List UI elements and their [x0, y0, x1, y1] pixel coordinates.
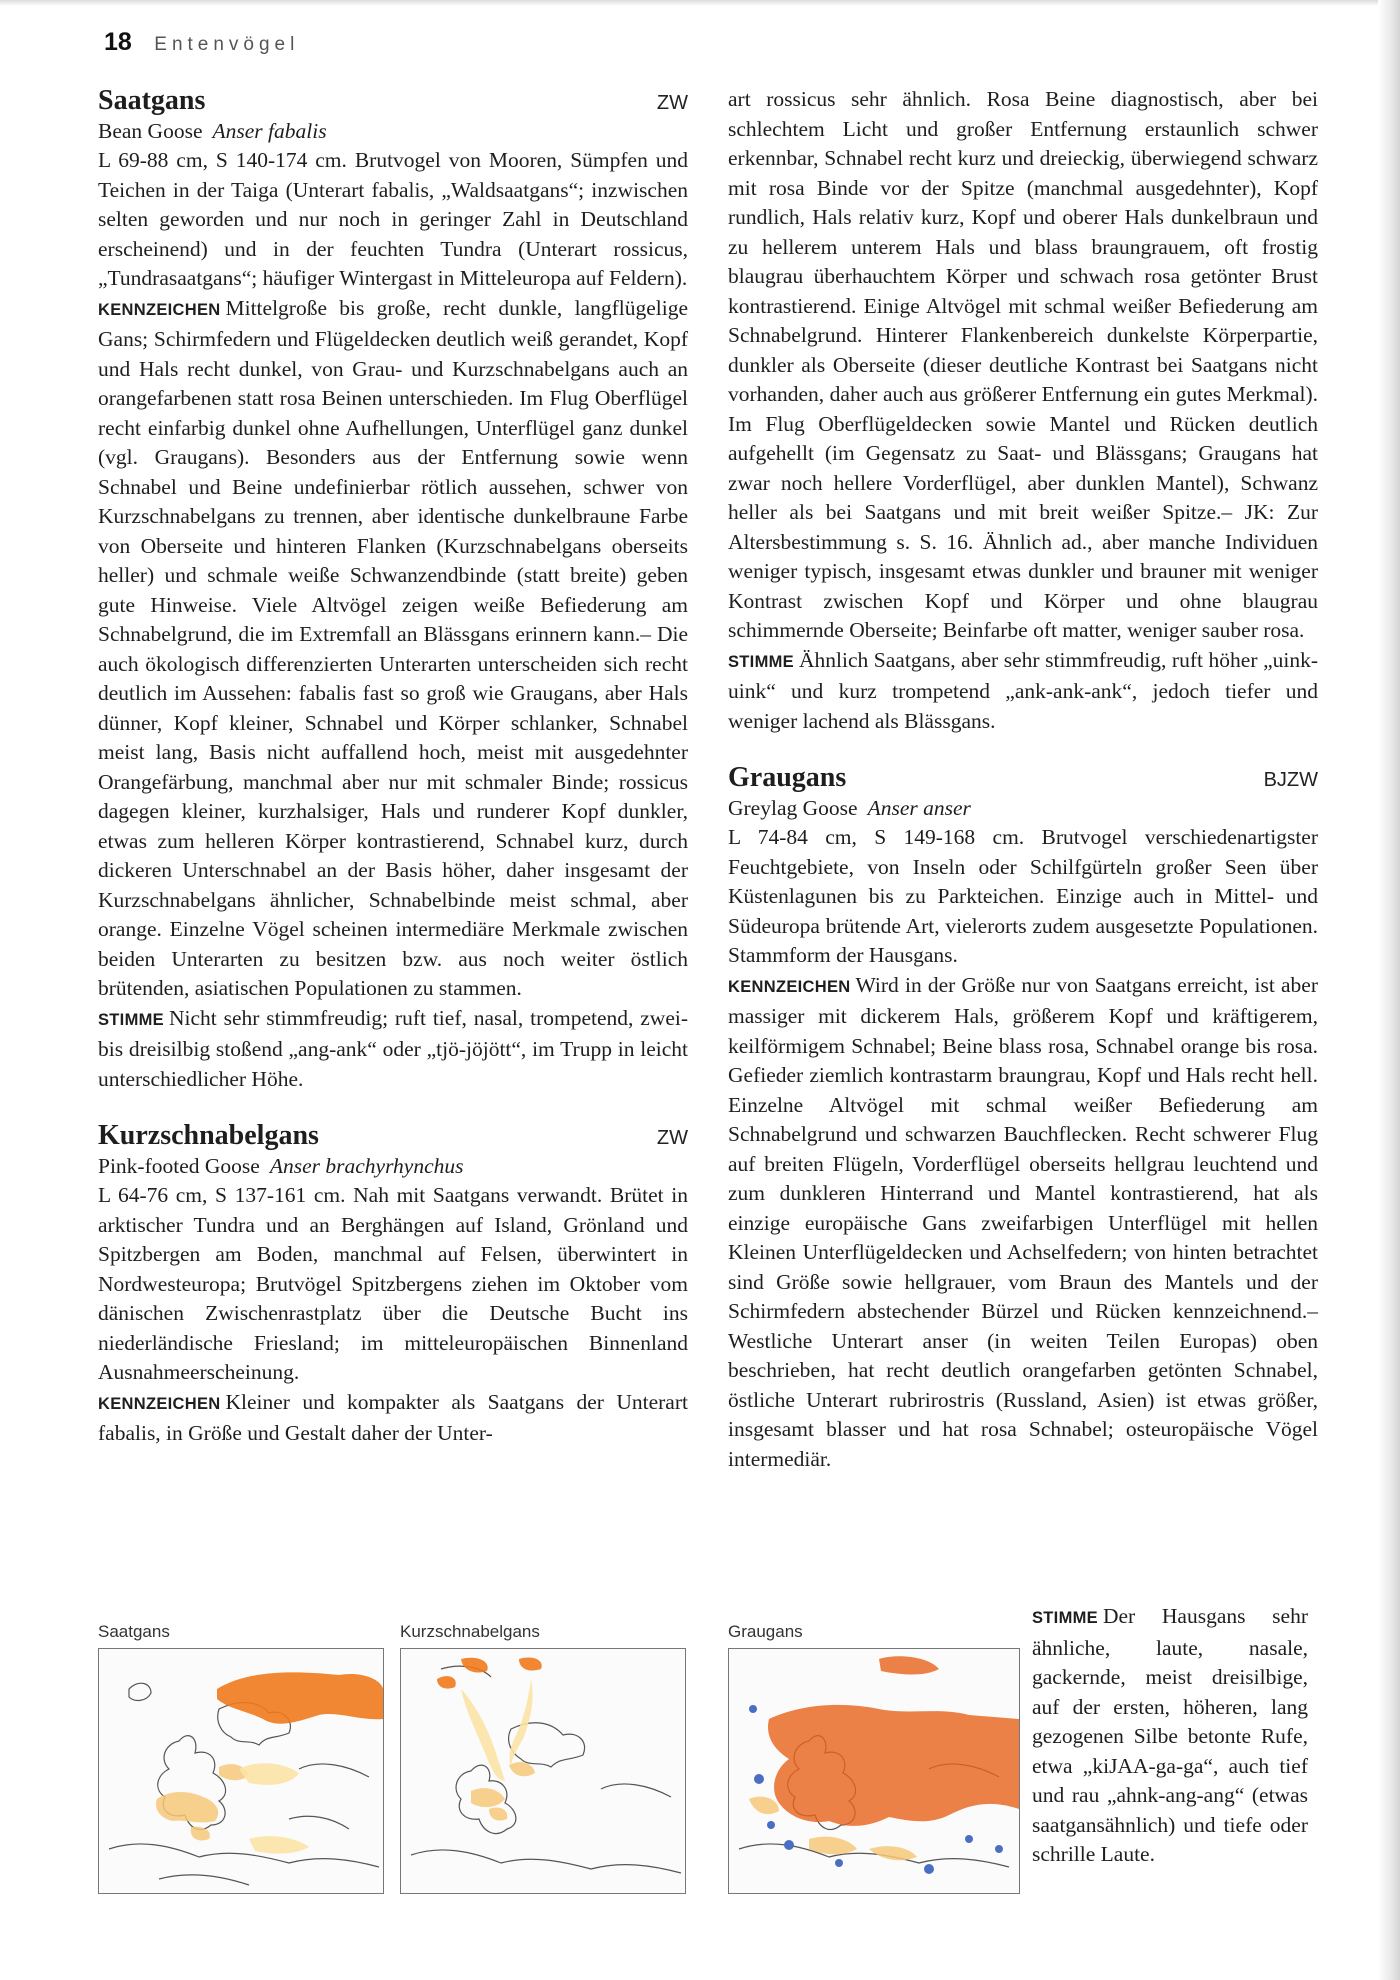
entry-saatgans	[98, 85, 688, 1094]
left-column	[98, 85, 688, 1449]
page-top-shadow	[0, 0, 1400, 6]
running-head	[104, 28, 299, 57]
status-code: ZW	[656, 92, 688, 114]
entry-header	[98, 85, 688, 117]
kurzschnabelgans-continued: art rossicus sehr ähnlich. Rosa Beine diagnostisch, aber bei schlechtem Licht und großer Entfernung erstaunlich schwer erkennbar, Schnabel recht kurz und dreieckig, überwiegend schwarz mit rosa Binde vor der Spitze (manchmal ausgedehnter), Kopf rundlich, Hals relativ kurz, Kopf und oberer Hals dunkelbraun und zu hellerem unterem Hals und blass braungrauem, oft frostig blaugrau überhauchtem Körper und schwach rosa getönter Brust kontrastierend. Einige Altvögel mit schmal weißer Befiederung am Schnabelgrund. Hinterer Flankenbereich dunkelste Körperpartie, dunkler als Oberseite (dieser deutliche Kontrast bei Saatgans nicht vorhanden, daher auch aus größerer Entfernung ein gutes Merkmal). Im Flug Oberflügeldecken sowie Mantel und Rücken deutlich aufgehellt (im Gegensatz zu Saat- und Blässgans; Graugans hat zwar noch hellere Vorderflügel, aber dunklen Mantel), Schwanz heller als bei Saatgans und mit breit weißer Spitze.– JK: Zur Altersbestimmung s. S. 16. Ähnlich ad., aber manche Individuen weniger typisch, insgesamt etwas dunkler und brauner mit weniger Kontrast zwischen Kopf und Körper und ohne blaugrau schimmernde Oberseite; Beinfarbe oft matter, weniger sauber rosa.	[728, 87, 1318, 642]
stimme-paragraph	[728, 646, 1318, 737]
range-map	[728, 1648, 1020, 1894]
intro-paragraph: L 74-84 cm, S 149-168 cm. Brutvogel verschiedenartigster Feuchtgebiete, von Inseln oder Schilfgürteln großer Seen über Küstenlagunen bis zu Parkteichen. Einzige auch in Mittel- und Südeuropa brütende Art, vielerorts zudem ausgesetzte Populationen. Stammform der Hausgans.	[728, 825, 1318, 968]
map-caption: Saatgans	[98, 1622, 170, 1641]
page-number: 18	[104, 28, 132, 56]
english-name-line	[98, 1152, 688, 1181]
status-code: ZW	[656, 1127, 688, 1150]
kennzeichen-text: Mittelgroße bis große, recht dunkle, langflügelige Gans; Schirmfedern und Flügeldecken deutlich weiß gerandet, Kopf und Hals recht dunkel, von Grau- und Kurzschnabelgans auch an orangefarbenen statt rosa Beinen unterschieden. Im Flug Oberflügel recht einfarbig dunkel ohne Aufhellungen, Unterflügel ganz dunkel (vgl. Graugans). Besonders aus der Entfernung sowie wenn Schnabel und Beine undefinierbar rötlich aussehen, schwer von Kurzschnabelgans zu trennen, aber identische dunkelbraune Farbe von Oberseite und hinteren Flanken (Kurzschnabelgans oberseits heller) und schmale weiße Schwanzendbinde (statt breite) geben gute Hinweise. Viele Altvögel zeigen weiße Befiederung am Schnabelgrund, die im Extremfall an Blässgans erinnern kann.– Die auch ökologisch differenzierten Unterarten unterscheiden sich recht deutlich im Aussehen: fabalis fast so groß wie Graugans, aber Hals dünner, Kopf kleiner, Schnabel und Körper schlanker, Schnabel meist lang, Basis nicht auffallend hoch, meist mit ausgedehnter Orangefärbung, manchmal aber nur mit schmaler Binde; rossicus dagegen kleiner, kurzhalsiger, Hals und runderer Kopf dunkler, etwas zum helleren Körper kontrastierend, Schnabel kurz, durch dickeren Unterschnabel an der Basis höher, daher insgesamt der Kurzschnabelgans ähnlicher, Schnabelbinde meist schmal, aber orange. Einzelne Vögel scheinen intermediäre Merkmale zwischen beiden Unterarten zu besitzen bzw. aus noch weiter östlich brütenden, asiatischen Populationen zu stammen.	[98, 295, 688, 1001]
kennzeichen-paragraph	[98, 1388, 688, 1449]
stimme-paragraph	[98, 1004, 688, 1095]
map-caption: Kurzschnabelgans	[400, 1622, 540, 1641]
kennzeichen-text: Kleiner und kompakter als Saatgans der Unterart fabalis, in Größe und Gestalt daher der Unter-	[98, 1389, 688, 1446]
entry-graugans	[728, 762, 1318, 1474]
map-caption: Graugans	[728, 1622, 803, 1641]
latin-name: Anser anser	[867, 796, 971, 821]
species-title: Graugans	[728, 762, 847, 793]
right-column	[728, 85, 1318, 1474]
kennzeichen-label: KENNZEICHEN	[98, 300, 221, 319]
kennzeichen-paragraph	[98, 294, 688, 1004]
graugans-stimme	[1032, 1602, 1308, 1870]
intro-paragraph: L 69-88 cm, S 140-174 cm. Brutvogel von Mooren, Sümpfen und Teichen in der Taiga (Unterart fabalis, „Waldsaatgans“; inzwischen selten geworden und nur noch in geringer Zahl in Deutschland erscheinend) und in der feuchten Tundra (Unterart rossicus, „Tundrasaatgans“; häufiger Wintergast in Mitteleuropa auf Feldern).	[98, 148, 688, 291]
range-map	[400, 1648, 686, 1894]
stimme-label: STIMME	[728, 652, 794, 671]
stimme-label: STIMME	[1032, 1609, 1098, 1627]
range-map	[98, 1648, 384, 1894]
english-name: Bean Goose	[98, 119, 203, 144]
map-kurzschnabelgans	[400, 1622, 686, 1894]
latin-name: Anser brachyrhynchus	[269, 1154, 464, 1179]
latin-name: Anser fabalis	[212, 119, 327, 144]
entry-header	[98, 1120, 688, 1152]
entry-kurzschnabelgans	[98, 1120, 688, 1449]
intro-paragraph: L 64-76 cm, S 137-161 cm. Nah mit Saatgans verwandt. Brütet in arktischer Tundra und an Berghängen auf Island, Grönland und Spitzbergen am Boden, manchmal auf Felsen, überwintert in Nordwesteuropa; Brutvögel Spitzbergens ziehen im Oktober vom dänischen Zwischenrastplatz über die Deutsche Bucht ins niederländische Friesland; im mitteleuropäischen Binnenland Ausnahmeerscheinung.	[98, 1183, 688, 1385]
map-graugans	[728, 1622, 1020, 1894]
english-name-line	[98, 117, 688, 146]
stimme-text: Nicht sehr stimmfreudig; ruft tief, nasal, trompetend, zwei- bis dreisilbig stoßend „ang-ank“ oder „tjö-jöjött“, im Trupp in leicht unterschiedlicher Höhe.	[98, 1005, 688, 1091]
entry-header	[728, 762, 1318, 794]
kennzeichen-label: KENNZEICHEN	[98, 1394, 221, 1413]
english-name-line	[728, 794, 1318, 823]
stimme-label: STIMME	[98, 1010, 164, 1029]
kennzeichen-text: Wird in der Größe nur von Saatgans erreicht, ist aber massiger mit dickerem Hals, größerem Kopf und kräftigerem, keilförmigem Schnabel; Beine blass rosa, Schnabel orange bis rosa. Gefieder ziemlich kontrastarm braungrau, Kopf und Hals recht hell. Einzelne Altvögel mit schmal weißer Befiederung am Schnabelgrund und schwarzen Bauchflecken. Recht schwerer Flug auf breiten Flügeln, Vorderflügel oberseits hellgrau leuchtend und zum dunkleren Hinterrand und Mantel kontrastierend, hat als einzige europäische Gans zweifarbigen Unterflügel mit hellen Kleinen Unterflügeldecken und Achselfedern; von hinten betrachtet sind Größe sowie hellgrauer, vom Braun des Mantels und der Schirmfedern abstechender Bürzel und Rücken kennzeichnend.– Westliche Unterart anser (in weiten Teilen Europas) oben beschrieben, hat recht deutlich orangefarben getönten Schnabel, östliche Unterart rubrirostris (Russland, Asien) ist etwas größer, insgesamt blasser und hat rosa Schnabel; osteuropäische Vögel intermediär.	[728, 972, 1318, 1471]
kennzeichen-paragraph	[728, 971, 1318, 1475]
stimme-paragraph	[1032, 1602, 1308, 1870]
stimme-text: Ähnlich Saatgans, aber sehr stimmfreudig, ruft höher „uink-uink“ und kurz trompetend „ank-ank-ank“, jedoch tiefer und weniger lachend als Blässgans.	[728, 647, 1318, 733]
map-saatgans	[98, 1622, 384, 1894]
range-map-graphic	[729, 1649, 1019, 1893]
range-map-graphic	[401, 1649, 685, 1893]
page-binding-shadow	[1378, 0, 1400, 1980]
species-title: Saatgans	[98, 85, 206, 116]
stimme-text: Der Hausgans sehr ähnliche, laute, nasale, gackernde, meist dreisilbige, auf der ersten, höheren, lang gezogenen Silbe betonte Rufe, etwa „kiJAA-ga-ga“, auch tief und rau „ahnk-ang-ang“ (etwas saatgansähnlich) und tiefe oder schrille Laute.	[1032, 1604, 1308, 1866]
english-name: Greylag Goose	[728, 796, 858, 821]
chapter-title: Entenvögel	[154, 34, 300, 55]
range-map-graphic	[99, 1649, 383, 1893]
status-code: BJZW	[1263, 769, 1318, 791]
species-title: Kurzschnabelgans	[98, 1120, 319, 1152]
english-name: Pink-footed Goose	[98, 1154, 260, 1179]
kennzeichen-label: KENNZEICHEN	[728, 977, 851, 996]
